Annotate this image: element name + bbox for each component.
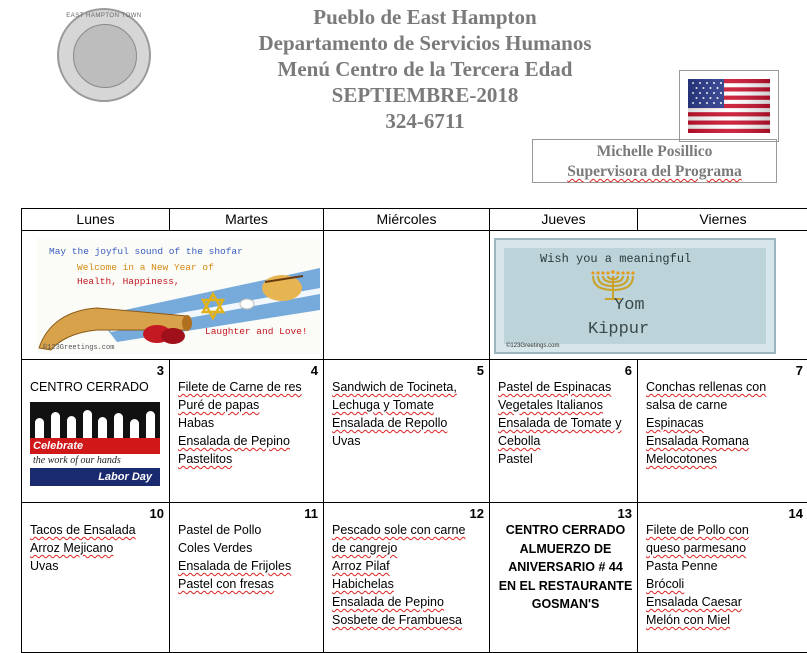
day-cell-10	[22, 503, 170, 653]
day-number: 6	[625, 362, 632, 380]
flag-frame	[679, 70, 779, 142]
menu-item: Habas	[178, 414, 319, 432]
phone-number: 324-6711	[0, 108, 807, 134]
menu-item: Ensalada de Pepino	[332, 593, 485, 611]
menu-item: Ensalada de Pepino	[178, 432, 319, 450]
rosh-credit: ©123Greetings.com	[43, 344, 114, 352]
seal-emblem	[73, 24, 137, 88]
day-cell-5	[324, 360, 490, 503]
menu-item: Lechuga y Tomate	[332, 396, 485, 414]
menu-item: Brócoli	[646, 575, 804, 593]
rosh-line-2: Welcome in a New Year of	[77, 262, 214, 273]
day-number: 5	[477, 362, 484, 380]
empty-banner-cell	[324, 231, 490, 360]
menu-item: Cebolla	[498, 432, 633, 450]
menu-item: Uvas	[332, 432, 485, 450]
menu-item: Arroz Pilaf	[332, 557, 485, 575]
department-name: Departamento de Servicios Humanos	[0, 30, 807, 56]
day-header-monday: Lunes	[22, 209, 170, 231]
town-seal-logo	[57, 8, 151, 102]
supervisor-title: Supervisora del Programa	[533, 162, 776, 182]
menu-item: Pescado sole con carne	[332, 521, 485, 539]
labor-day-graphic	[30, 402, 160, 486]
menu-item: ALMUERZO DE	[498, 540, 633, 559]
menu-item: CENTRO CERRADO	[30, 378, 165, 396]
rosh-hashanah-banner	[37, 238, 320, 354]
day-number: 12	[470, 505, 484, 523]
yom-kippur-banner	[494, 238, 776, 354]
day-number: 11	[304, 505, 318, 523]
menu-item: Conchas rellenas con	[646, 378, 804, 396]
menu-item: Pasta Penne	[646, 557, 804, 575]
day-header-thursday: Jueves	[490, 209, 638, 231]
menu-item: Filete de Pollo con	[646, 521, 804, 539]
supervisor-name: Michelle Posillico	[533, 142, 776, 162]
rosh-line-3: Health, Happiness,	[77, 276, 180, 287]
menu-item: Puré de papas	[178, 396, 319, 414]
menu-item: CENTRO CERRADO	[498, 521, 633, 540]
menu-item: queso parmesano	[646, 539, 804, 557]
day-cell-3	[22, 360, 170, 503]
menu-item: Habichelas	[332, 575, 485, 593]
menu-item: Uvas	[30, 557, 165, 575]
menu-item: Pastel con fresas	[178, 575, 319, 593]
day-header-friday: Viernes	[638, 209, 807, 231]
menu-item: Tacos de Ensalada	[30, 521, 165, 539]
labor-day-people	[30, 402, 160, 438]
menu-item: Filete de Carne de res	[178, 378, 319, 396]
menu-item: Coles Verdes	[178, 539, 319, 557]
labor-day-celebrate: Celebrate	[30, 438, 160, 454]
menu-item: Ensalada Romana	[646, 432, 804, 450]
rosh-hashanah-cell	[22, 231, 324, 360]
menu-item: Pastelitos	[178, 450, 319, 468]
menu-item: Melocotones	[646, 450, 804, 468]
town-name: Pueblo de East Hampton	[0, 4, 807, 30]
menu-item: Pastel de Espinacas	[498, 378, 633, 396]
week-row-1	[22, 360, 807, 503]
menu-item: Arroz Mejicano	[30, 539, 165, 557]
menu-item: Ensalada de Frijoles	[178, 557, 319, 575]
day-header-row	[22, 209, 807, 231]
rosh-line-1: May the joyful sound of the shofar	[49, 246, 243, 257]
seal-text: EAST HAMPTON TOWN	[59, 13, 149, 19]
menu-item: Sosbete de Frambuesa	[332, 611, 485, 629]
day-cell-6	[490, 360, 638, 503]
menu-item: Melón con Miel	[646, 611, 804, 629]
menu-item: Ensalada Caesar	[646, 593, 804, 611]
day-cell-12	[324, 503, 490, 653]
day-cell-14	[638, 503, 807, 653]
day-number: 14	[789, 505, 803, 523]
menu-item: GOSMAN'S	[498, 595, 633, 614]
day-number: 10	[150, 505, 164, 523]
day-header-wednesday: Miércoles	[324, 209, 490, 231]
menu-item: Vegetales Italianos	[498, 396, 633, 414]
day-number: 4	[311, 362, 318, 380]
menu-item: EN EL RESTAURANTE	[498, 577, 633, 596]
month-year: SEPTIEMBRE-2018	[0, 82, 807, 108]
day-header-tuesday: Martes	[170, 209, 324, 231]
yom-line-1: Wish you a meaningful	[540, 252, 691, 266]
yom-line-2: Yom	[614, 296, 645, 315]
labor-day-label: Labor Day	[30, 468, 160, 486]
day-number: 3	[157, 362, 164, 380]
day-cell-13	[490, 503, 638, 653]
yom-kippur-cell	[490, 231, 807, 360]
yom-line-3: Kippur	[588, 320, 649, 339]
menu-item: Ensalada de Repollo	[332, 414, 485, 432]
us-flag-icon	[688, 79, 770, 133]
day-number: 7	[796, 362, 803, 380]
menu-item: Espinacas	[646, 414, 804, 432]
menu-calendar	[21, 208, 807, 653]
yom-credit: ©123Greetings.com	[506, 343, 559, 349]
menu-title: Menú Centro de la Tercera Edad	[0, 56, 807, 82]
rosh-line-4: Laughter and Love!	[205, 326, 308, 337]
week-row-2	[22, 503, 807, 653]
day-cell-7	[638, 360, 807, 503]
menu-item: de cangrejo	[332, 539, 485, 557]
supervisor-box	[532, 139, 777, 183]
labor-day-tagline: the work of our hands	[30, 454, 160, 468]
day-number: 13	[618, 505, 632, 524]
day-cell-11	[170, 503, 324, 653]
menu-item: Ensalada de Tomate y	[498, 414, 633, 432]
menu-item: Pastel	[498, 450, 633, 468]
holiday-banner-row	[22, 231, 807, 360]
menu-item: Pastel de Pollo	[178, 521, 319, 539]
menu-item: salsa de carne	[646, 396, 804, 414]
day-cell-4	[170, 360, 324, 503]
menu-item: Sandwich de Tocineta,	[332, 378, 485, 396]
menu-item: ANIVERSARIO # 44	[498, 558, 633, 577]
